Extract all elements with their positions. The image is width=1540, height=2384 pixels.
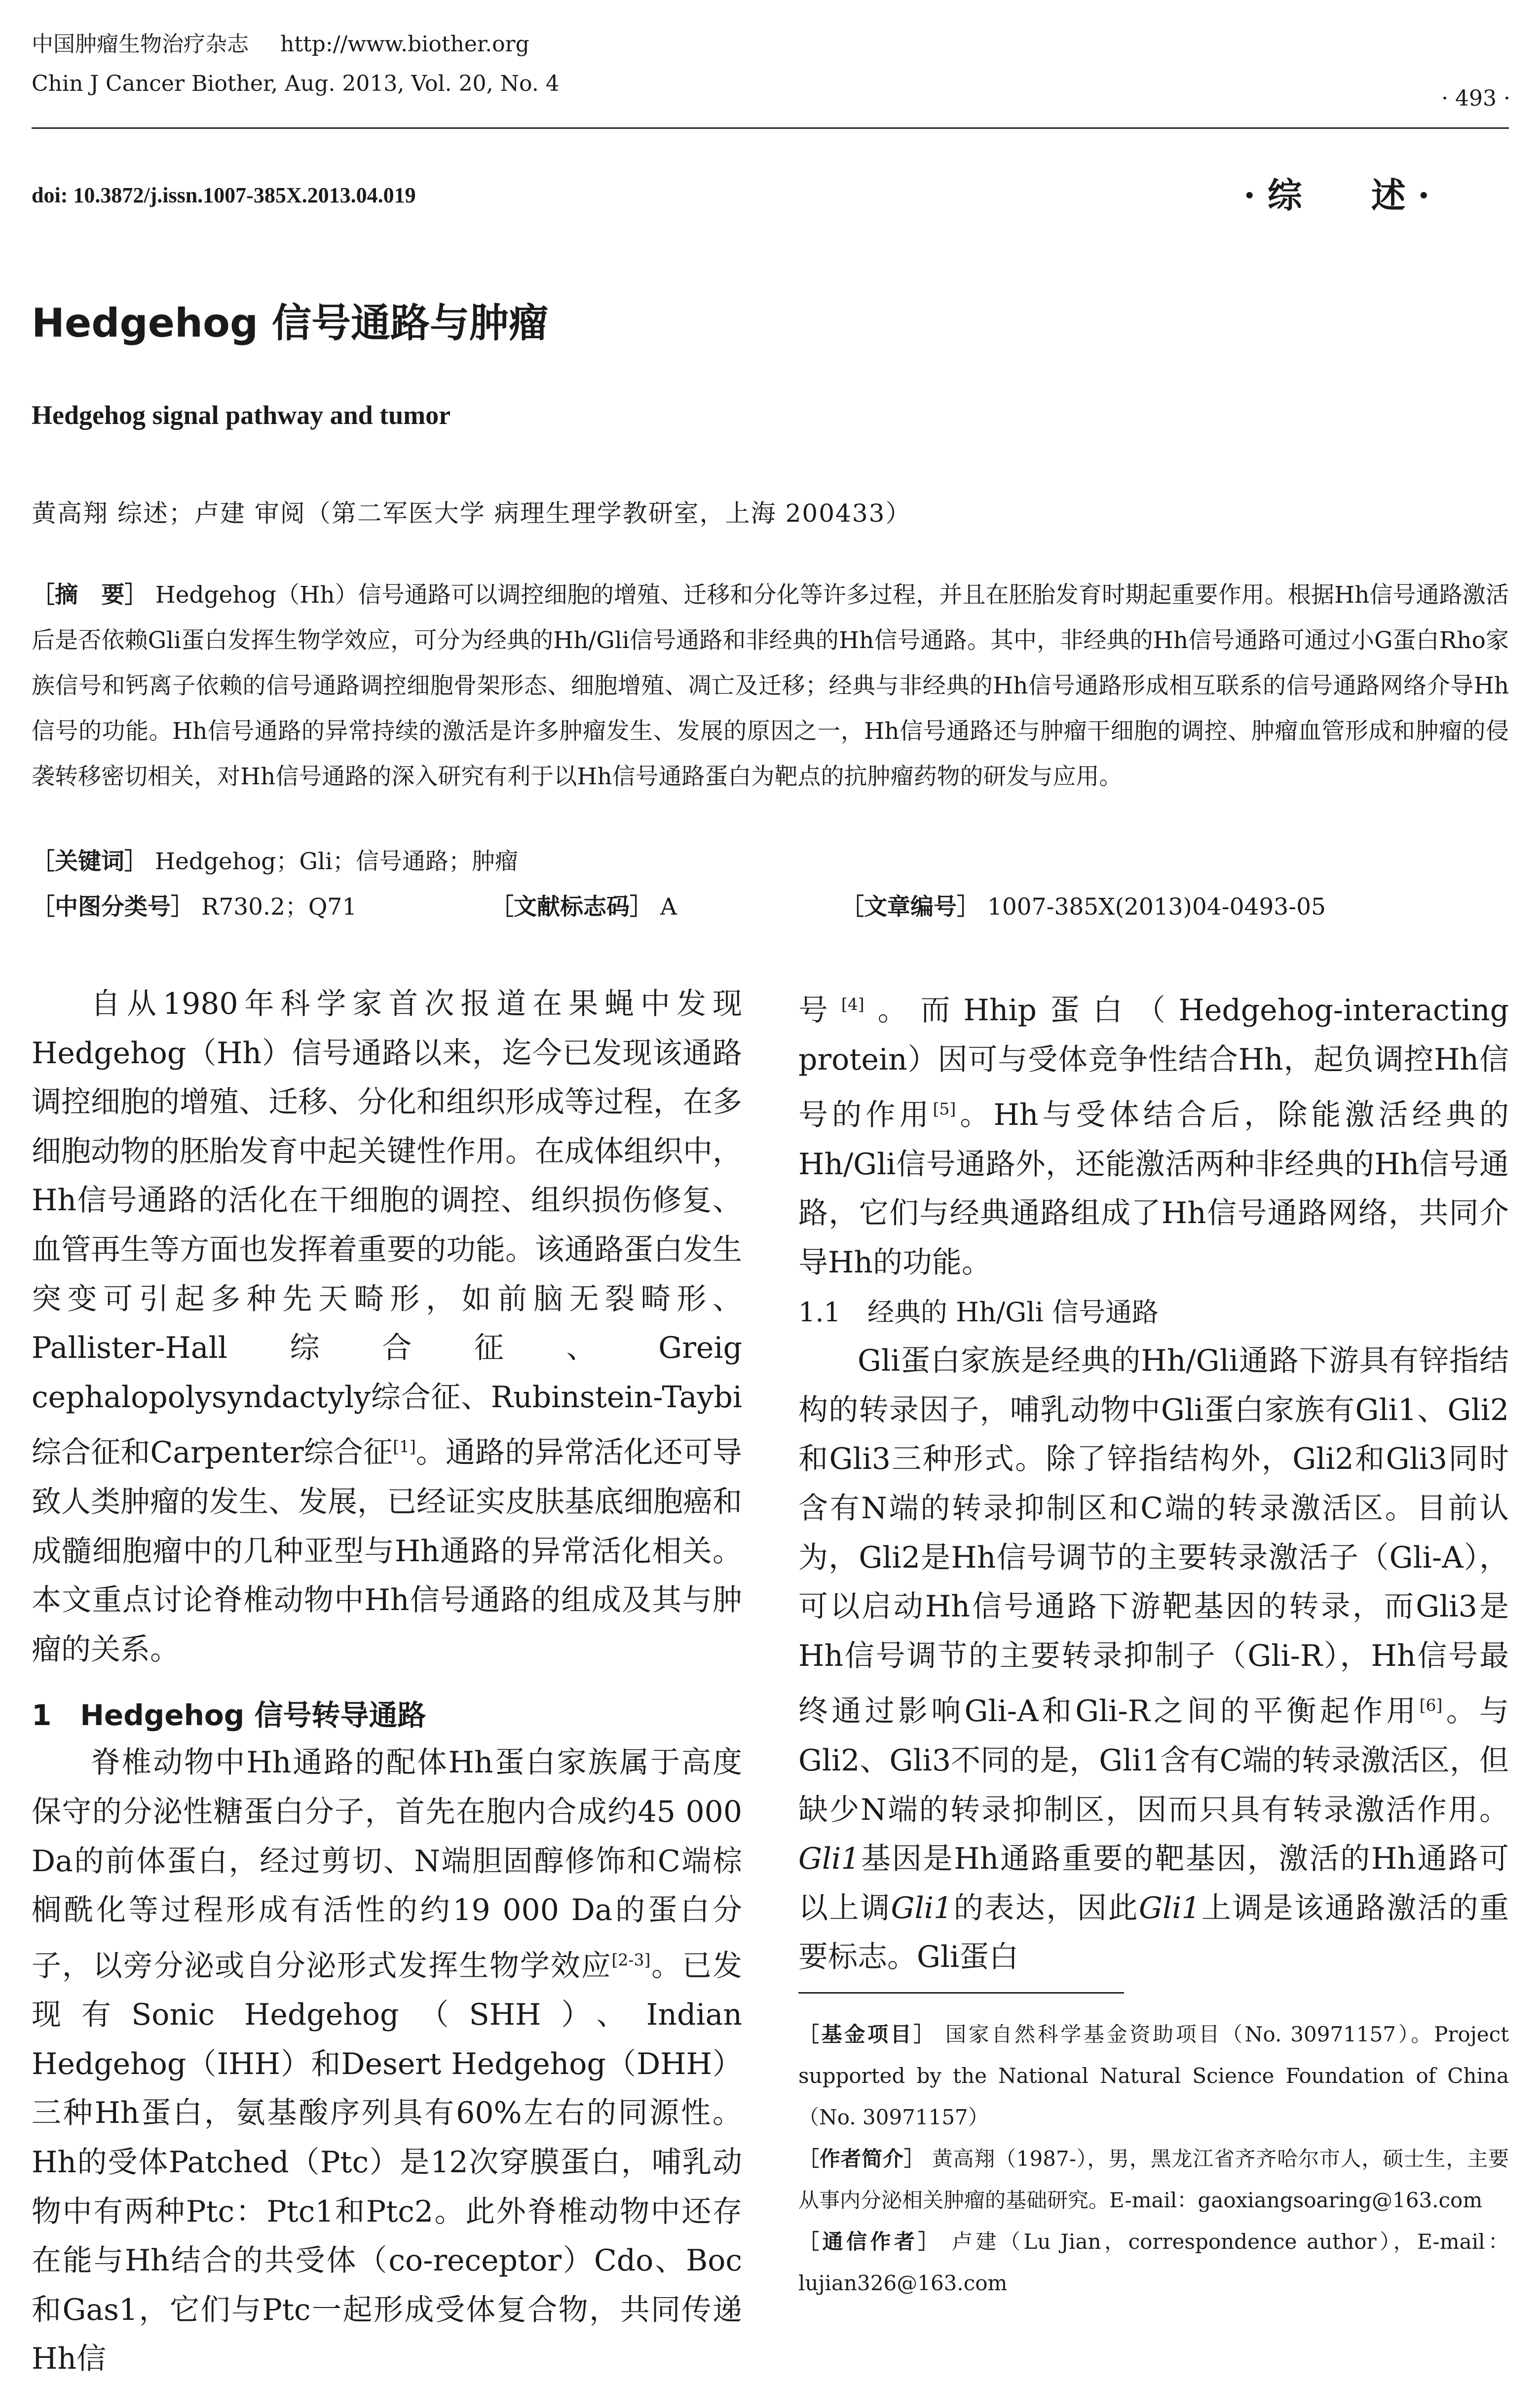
clc-label: ［中图分类号］ — [32, 893, 194, 921]
citation[interactable]: [2-3] — [611, 1950, 651, 1969]
section-heading: 1 Hedgehog 信号转导通路 — [32, 1698, 426, 1732]
intro-paragraph: 自从1980年科学家首次报道在果蝇中发现Hedgehog（Hh）信号通路以来，迄今已发现该通路调控细胞的增殖、迁移、分化和组织形成等过程，在多细胞动物的胚胎发育中起关键性作用。在成体组织中，Hh信号通路的活化在干细胞的调控、组织损伤修复、血管再生等方面也发挥着重要的功能。该通路蛋白发生突变可引起多种先天畸形，如前脑无裂畸形、Pallister-Hall综合征、Greig cephalopolysyndactyly综合征、Rubinstein-Taybi综合征和Carpenter综合征[1]。通路的异常活化还可导致人类肿瘤的发生、发展，已经证实皮肤基底细胞癌和成髓细胞瘤中的几种亚型与Hh通路的异常活化相关。本文重点讨论脊椎动物中Hh信号通路的组成及其与肿瘤的关系。 — [32, 987, 742, 1667]
page-number: · 493 · — [1441, 86, 1510, 111]
author-line: 黄高翔 综述；卢建 审阅（第二军医大学 病理生理学教研室，上海 200433） — [32, 499, 911, 528]
body-paragraph: 号[4]。而Hhip蛋白（Hedgehog-interacting protein）因可与受体竞争性结合Hh，起负调控Hh信号的作用[5]。Hh与受体结合后，除能激活经典的Hh/Gli信号通路外，还能激活两种非经典的Hh信号通路，它们与经典通路组成了Hh信号通路网络，共同介导Hh的功能。 — [798, 993, 1509, 1280]
doc-code-label: ［文献标志码］ — [490, 893, 653, 921]
gene-name: Gli1 — [891, 1890, 953, 1925]
correspondence-note: ［通信作者］ 卢建（Lu Jian，correspondence author），E-mail：lujian326@163.com — [798, 2230, 1509, 2295]
right-column — [798, 980, 1509, 1982]
author-bio-note: ［作者简介］ 黄高翔（1987-），男，黑龙江省齐齐哈尔市人，硕士生，主要从事内分泌相关肿瘤的基础研究。E-mail：gaoxiangsoaring@163.com — [798, 2147, 1509, 2212]
keywords-text: Hedgehog；Gli；信号通路；肿瘤 — [154, 848, 519, 875]
abstract-text: Hedgehog（Hh）信号通路可以调控细胞的增殖、迁移和分化等许多过程，并且在胚胎发育时期起重要作用。根据Hh信号通路激活后是否依赖Gli蛋白发挥生物学效应，可分为经典的Hh/Gli信号通路和非经典的Hh信号通路。其中，非经典的Hh信号通路可通过小G蛋白Rho家族信号和钙离子依赖的信号通路调控细胞骨架形态、细胞增殖、凋亡及迁移；经典与非经典的Hh信号通路形成相互联系的信号通路网络介导Hh信号的功能。Hh信号通路的异常持续的激活是许多肿瘤发生、发展的原因之一，Hh信号通路还与肿瘤干细胞的调控、肿瘤血管形成和肿瘤的侵袭转移密切相关，对Hh信号通路的深入研究有利于以Hh信号通路蛋白为靶点的抗肿瘤药物的研发与应用。 — [32, 581, 1509, 790]
journal-url[interactable]: http://www.biother.org — [280, 32, 529, 57]
journal-en-citation: Chin J Cancer Biother, Aug. 2013, Vol. 20, No. 4 — [32, 71, 560, 96]
header-rule — [32, 127, 1509, 129]
gene-name: Gli1 — [1139, 1890, 1201, 1925]
english-title: Hedgehog signal pathway and tumor — [32, 400, 451, 430]
clc-value: R730.2；Q71 — [201, 893, 357, 921]
footnotes — [798, 2014, 1509, 2304]
citation[interactable]: [1] — [393, 1437, 416, 1457]
subsection-heading: 1.1 经典的 Hh/Gli 信号通路 — [798, 1296, 1159, 1328]
citation[interactable]: [4] — [841, 995, 864, 1014]
funding-note: ［基金项目］ 国家自然科学基金资助项目（No. 30971157）。Project supported by the National Natural Science Foundation of China（No. 30971157） — [798, 2022, 1509, 2129]
abstract — [32, 573, 1509, 800]
citation[interactable]: [6] — [1419, 1695, 1443, 1715]
journal-cn-name: 中国肿瘤生物治疗杂志 — [32, 32, 249, 57]
classification-line — [32, 884, 1509, 930]
footnote-rule — [798, 1992, 1124, 1994]
left-column — [32, 980, 742, 2384]
body-paragraph: 脊椎动物中Hh通路的配体Hh蛋白家族属于高度保守的分泌性糖蛋白分子，首先在胞内合成约45 000 Da的前体蛋白，经过剪切、N端胆固醇修饰和C端棕榈酰化等过程形成有活性的约19 000 Da的蛋白分子，以旁分泌或自分泌形式发挥生物学效应[2-3]。已发现有Sonic Hedgehog（SHH）、Indian Hedgehog（IHH）和Desert Hedgehog（DHH）三种Hh蛋白，氨基酸序列具有60%左右的同源性。Hh的受体Patched（Ptc）是12次穿膜蛋白，哺乳动物中有两种Ptc：Ptc1和Ptc2。此外脊椎动物中还存在能与Hh结合的共受体（co-receptor）Cdo、Boc和Gas1，它们与Ptc一起形成受体复合物，共同传递Hh信 — [32, 1745, 743, 2377]
keywords — [32, 839, 1509, 884]
page-title: Hedgehog 信号通路与肿瘤 — [32, 300, 549, 346]
citation[interactable]: [5] — [933, 1099, 956, 1119]
abstract-label: ［摘 要］ — [32, 581, 148, 609]
doc-code-value: A — [660, 893, 677, 921]
section-label: · 综 述 · — [1243, 175, 1430, 216]
journal-cn-header — [32, 25, 529, 64]
article-number-label: ［文章编号］ — [841, 893, 980, 921]
body-paragraph: Gli蛋白家族是经典的Hh/Gli通路下游具有锌指结构的转录因子，哺乳动物中Gli蛋白家族有Gli1、Gli2和Gli3三种形式。除了锌指结构外，Gli2和Gli3同时含有N端的转录抑制区和C端的转录激活区。目前认为，Gli2是Hh信号调节的主要转录激活子（Gli-A），可以启动Hh信号通路下游靶基因的转录，而Gli3是Hh信号调节的主要转录抑制子（Gli-R），Hh信号最终通过影响Gli-A和Gli-R之间的平衡起作用[6]。与Gli2、Gli3不同的是，Gli1含有C端的转录激活区，但缺少N端的转录抑制区，因而只具有转录激活作用。Gli1基因是Hh通路重要的靶基因，激活的Hh通路可以上调Gli1的表达，因此Gli1上调是该通路激活的重要标志。Gli蛋白 — [798, 1344, 1509, 1975]
doi[interactable]: doi: 10.3872/j.issn.1007-385X.2013.04.019 — [32, 183, 416, 207]
keywords-label: ［关键词］ — [32, 848, 148, 875]
article-number-value: 1007-385X(2013)04-0493-05 — [987, 893, 1326, 921]
gene-name: Gli1 — [798, 1842, 860, 1877]
